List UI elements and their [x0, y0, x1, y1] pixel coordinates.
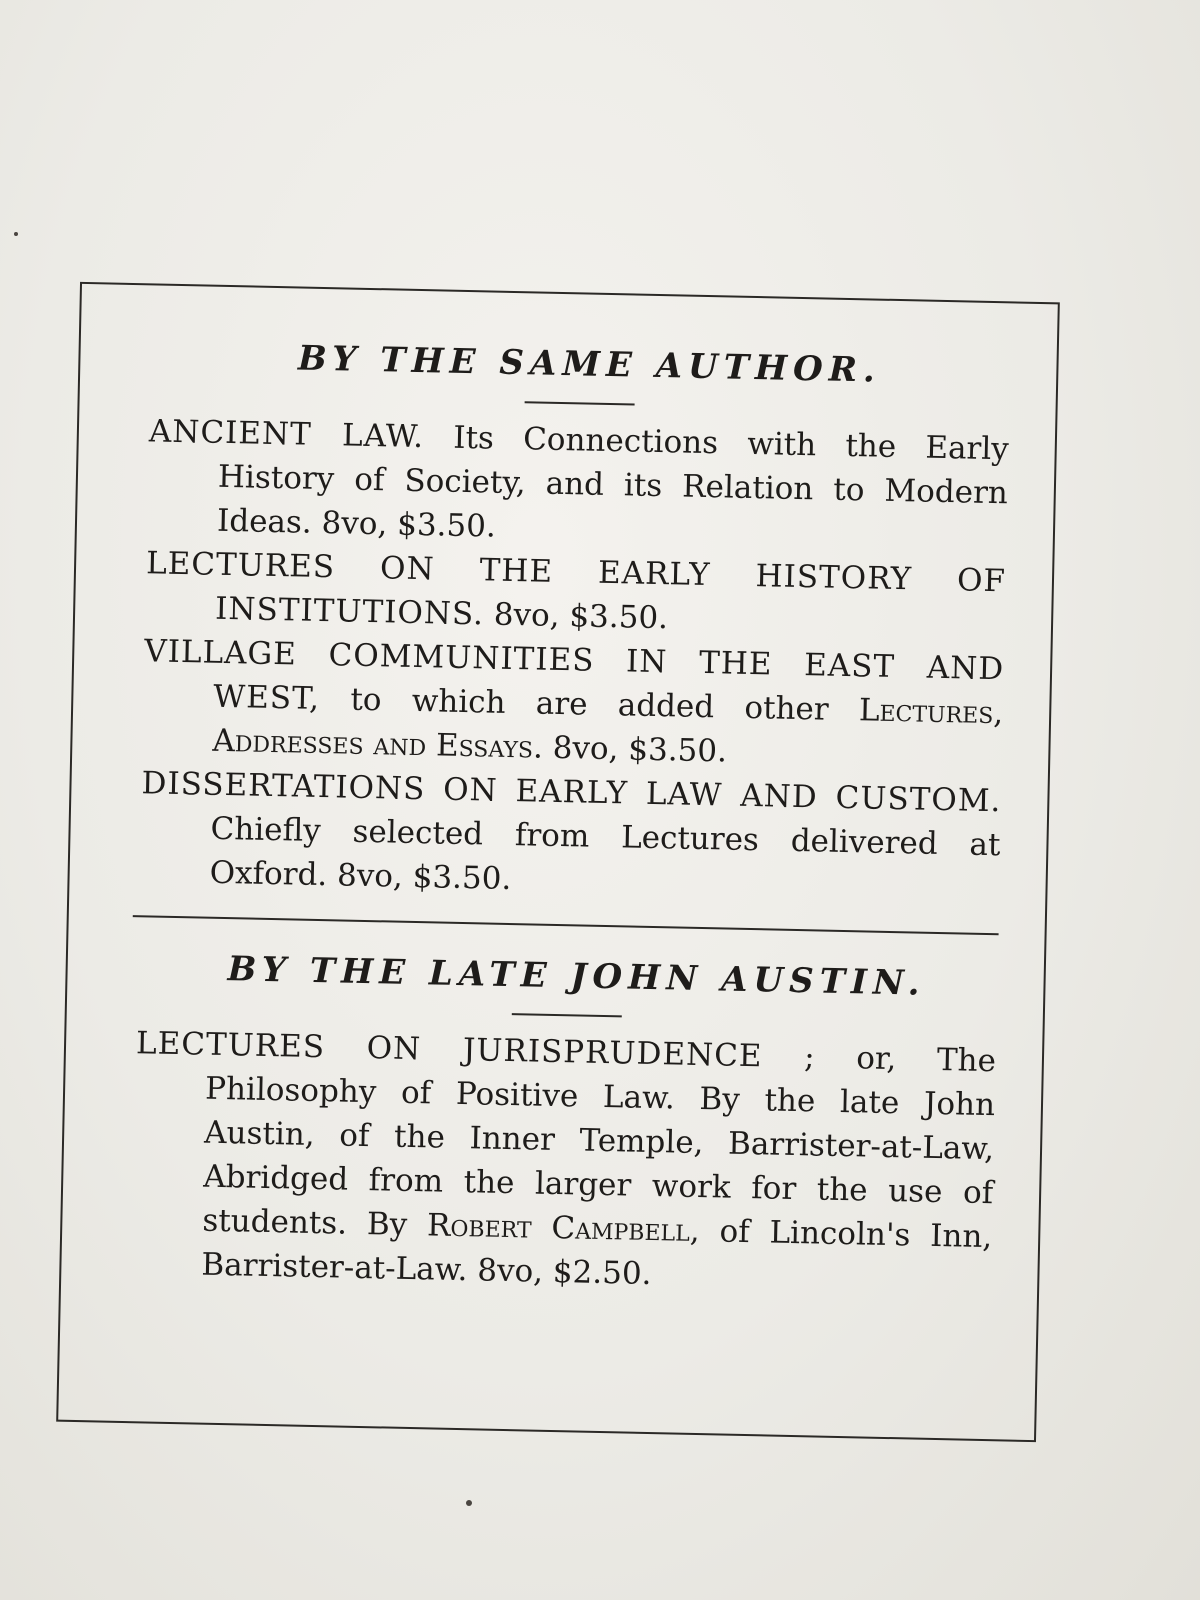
- book-title: DISSERTATIONS ON EARLY LAW AND CUSTOM.: [141, 765, 1002, 820]
- short-divider: [512, 1013, 622, 1017]
- page-speck: [14, 232, 18, 236]
- book-description: Chiefly selected from Lectures delivered at Oxford.: [209, 810, 1001, 894]
- book-format-price: 8vo, $3.50.: [321, 504, 497, 545]
- book-title: LECTURES ON THE EARLY HISTORY OF INSTITUTIONS.: [145, 545, 1007, 633]
- advertisement-box: [56, 282, 1060, 1442]
- book-format-price: 8vo, $2.50.: [476, 1252, 652, 1293]
- book-description-continued: of Lincoln's Inn, Barrister-at-Law.: [201, 1213, 993, 1289]
- short-divider: [525, 401, 635, 405]
- book-format-price: 8vo, $3.50.: [336, 857, 512, 898]
- author-name-smallcaps: Robert Campbell,: [426, 1207, 701, 1250]
- book-title: LECTURES ON JURISPRUDENCE ;: [135, 1025, 817, 1076]
- book-entry-dissertations: [139, 761, 1002, 911]
- book-entry-ancient-law: [147, 409, 1010, 559]
- section-heading-same-author: BY THE SAME AUTHOR.: [297, 338, 882, 391]
- book-entry-jurisprudence: [131, 1021, 996, 1303]
- section-divider: [133, 915, 999, 935]
- book-entry-village-communities: [142, 629, 1005, 779]
- book-title: ANCIENT LAW.: [148, 413, 425, 456]
- book-description-smallcaps: Lectures, Addresses and Essays.: [212, 692, 1004, 766]
- book-format-price: 8vo, $3.50.: [552, 729, 728, 770]
- book-description: or, The Philosophy of Positive Law. By the late John Austin, of the Inner Temple, Barrister-at-Law, Abridged from the larger work for the use of students. By: [202, 1040, 997, 1243]
- book-description: Its Connections with the Early History of Society, and its Relation to Modern Ideas.: [216, 419, 1010, 541]
- section-heading-john-austin: BY THE LATE JOHN AUSTIN.: [227, 949, 927, 1004]
- page-speck: [466, 1500, 472, 1506]
- book-title: VILLAGE COMMUNITIES IN THE EAST AND WEST,: [143, 633, 1005, 717]
- book-format-price: 8vo, $3.50.: [493, 596, 669, 637]
- book-description: to which are added other: [350, 681, 830, 728]
